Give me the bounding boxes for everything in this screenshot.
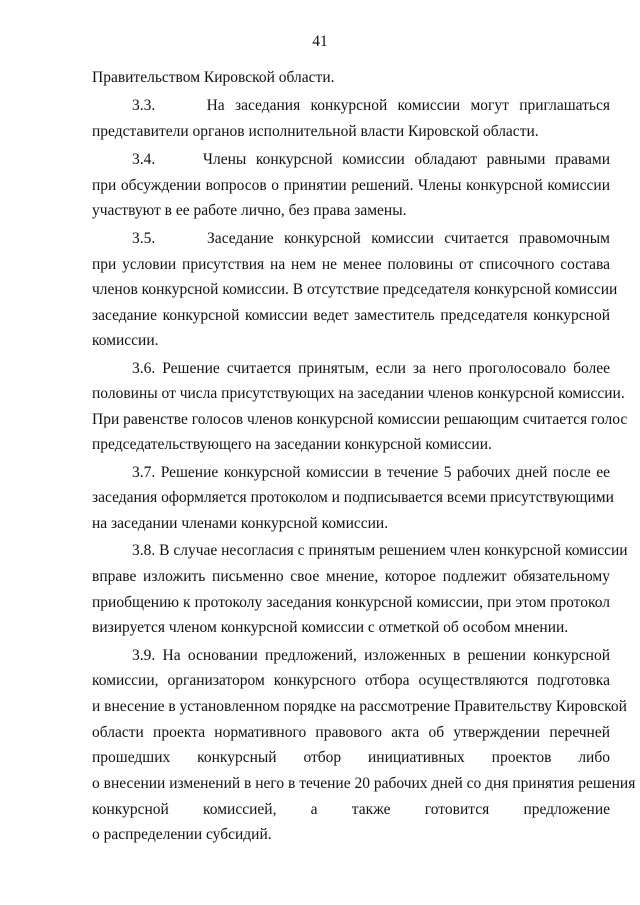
- text-line: Правительством Кировской области.: [92, 69, 335, 86]
- paragraph-3-8-line: 3.8. В случае несогласия с принятым решением член конкурсной комиссии: [132, 542, 628, 559]
- paragraph-3-6-line: При равенстве голосов членов конкурсной комиссии решающим считается голос: [92, 411, 628, 428]
- paragraph-3-6-line: 3.6. Решение считается принятым, если за него проголосовало более: [132, 360, 610, 377]
- paragraph-3-5-line: при условии присутствия на нем не менее половины от списочного состава: [92, 256, 610, 273]
- paragraph-3-4-line: 3.4. Члены конкурсной комиссии обладают равными правами: [132, 151, 610, 168]
- paragraph-3-5-line: комиссии.: [92, 332, 159, 349]
- paragraph-3-9-line: прошедших конкурсный отбор инициативных проектов либо: [92, 749, 610, 766]
- paragraph-3-9-line: 3.9. На основании предложений, изложенных в решении конкурсной: [132, 647, 610, 664]
- paragraph-3-8-line: приобщению к протоколу заседания конкурсной комиссии, при этом протокол: [92, 594, 610, 611]
- paragraph-3-6-line: председательствующего на заседании конкурсной комиссии.: [92, 436, 492, 453]
- page-number: 41: [312, 33, 328, 50]
- paragraph-3-5-line: заседание конкурсной комиссии ведет заместитель председателя конкурсной: [92, 307, 610, 324]
- paragraph-3-7-line: заседания оформляется протоколом и подписывается всеми присутствующими: [92, 489, 614, 506]
- paragraph-3-9-line: конкурсной комиссией, а также готовится предложение: [92, 801, 610, 818]
- paragraph-3-5-line: 3.5. Заседание конкурсной комиссии считается правомочным: [132, 230, 610, 247]
- paragraph-3-9-line: о распределении субсидий.: [92, 826, 272, 843]
- paragraph-3-8-line: визируется членом конкурсной комиссии с отметкой об особом мнении.: [92, 619, 569, 636]
- paragraph-3-8-line: вправе изложить письменно свое мнение, которое подлежит обязательному: [92, 568, 610, 585]
- paragraph-3-7-line: на заседании членами конкурсной комиссии.: [92, 515, 389, 532]
- paragraph-3-9-line: области проекта нормативного правового акта об утверждении перечней: [92, 724, 610, 741]
- paragraph-3-9-line: о внесении изменений в него в течение 20 рабочих дней со дня принятия решения: [92, 775, 636, 792]
- paragraph-3-3-line: представители органов исполнительной власти Кировской области.: [92, 123, 539, 140]
- paragraph-3-9-line: и внесение в установленном порядке на рассмотрение Правительству Кировской: [92, 698, 627, 715]
- paragraph-3-9-line: комиссии, организатором конкурсного отбора осуществляются подготовка: [92, 672, 610, 689]
- paragraph-3-7-line: 3.7. Решение конкурсной комиссии в течение 5 рабочих дней после ее: [132, 464, 610, 481]
- paragraph-3-5-line: членов конкурсной комиссии. В отсутствие председателя конкурсной комиссии: [92, 281, 618, 298]
- paragraph-3-4-line: участвуют в ее работе лично, без права замены.: [92, 202, 407, 219]
- paragraph-3-6-line: половины от числа присутствующих на заседании членов конкурсной комиссии.: [92, 385, 625, 402]
- paragraph-3-3-line: 3.3. На заседания конкурсной комиссии могут приглашаться: [132, 97, 610, 114]
- paragraph-3-4-line: при обсуждении вопросов о принятии решений. Члены конкурсной комиссии: [92, 177, 610, 194]
